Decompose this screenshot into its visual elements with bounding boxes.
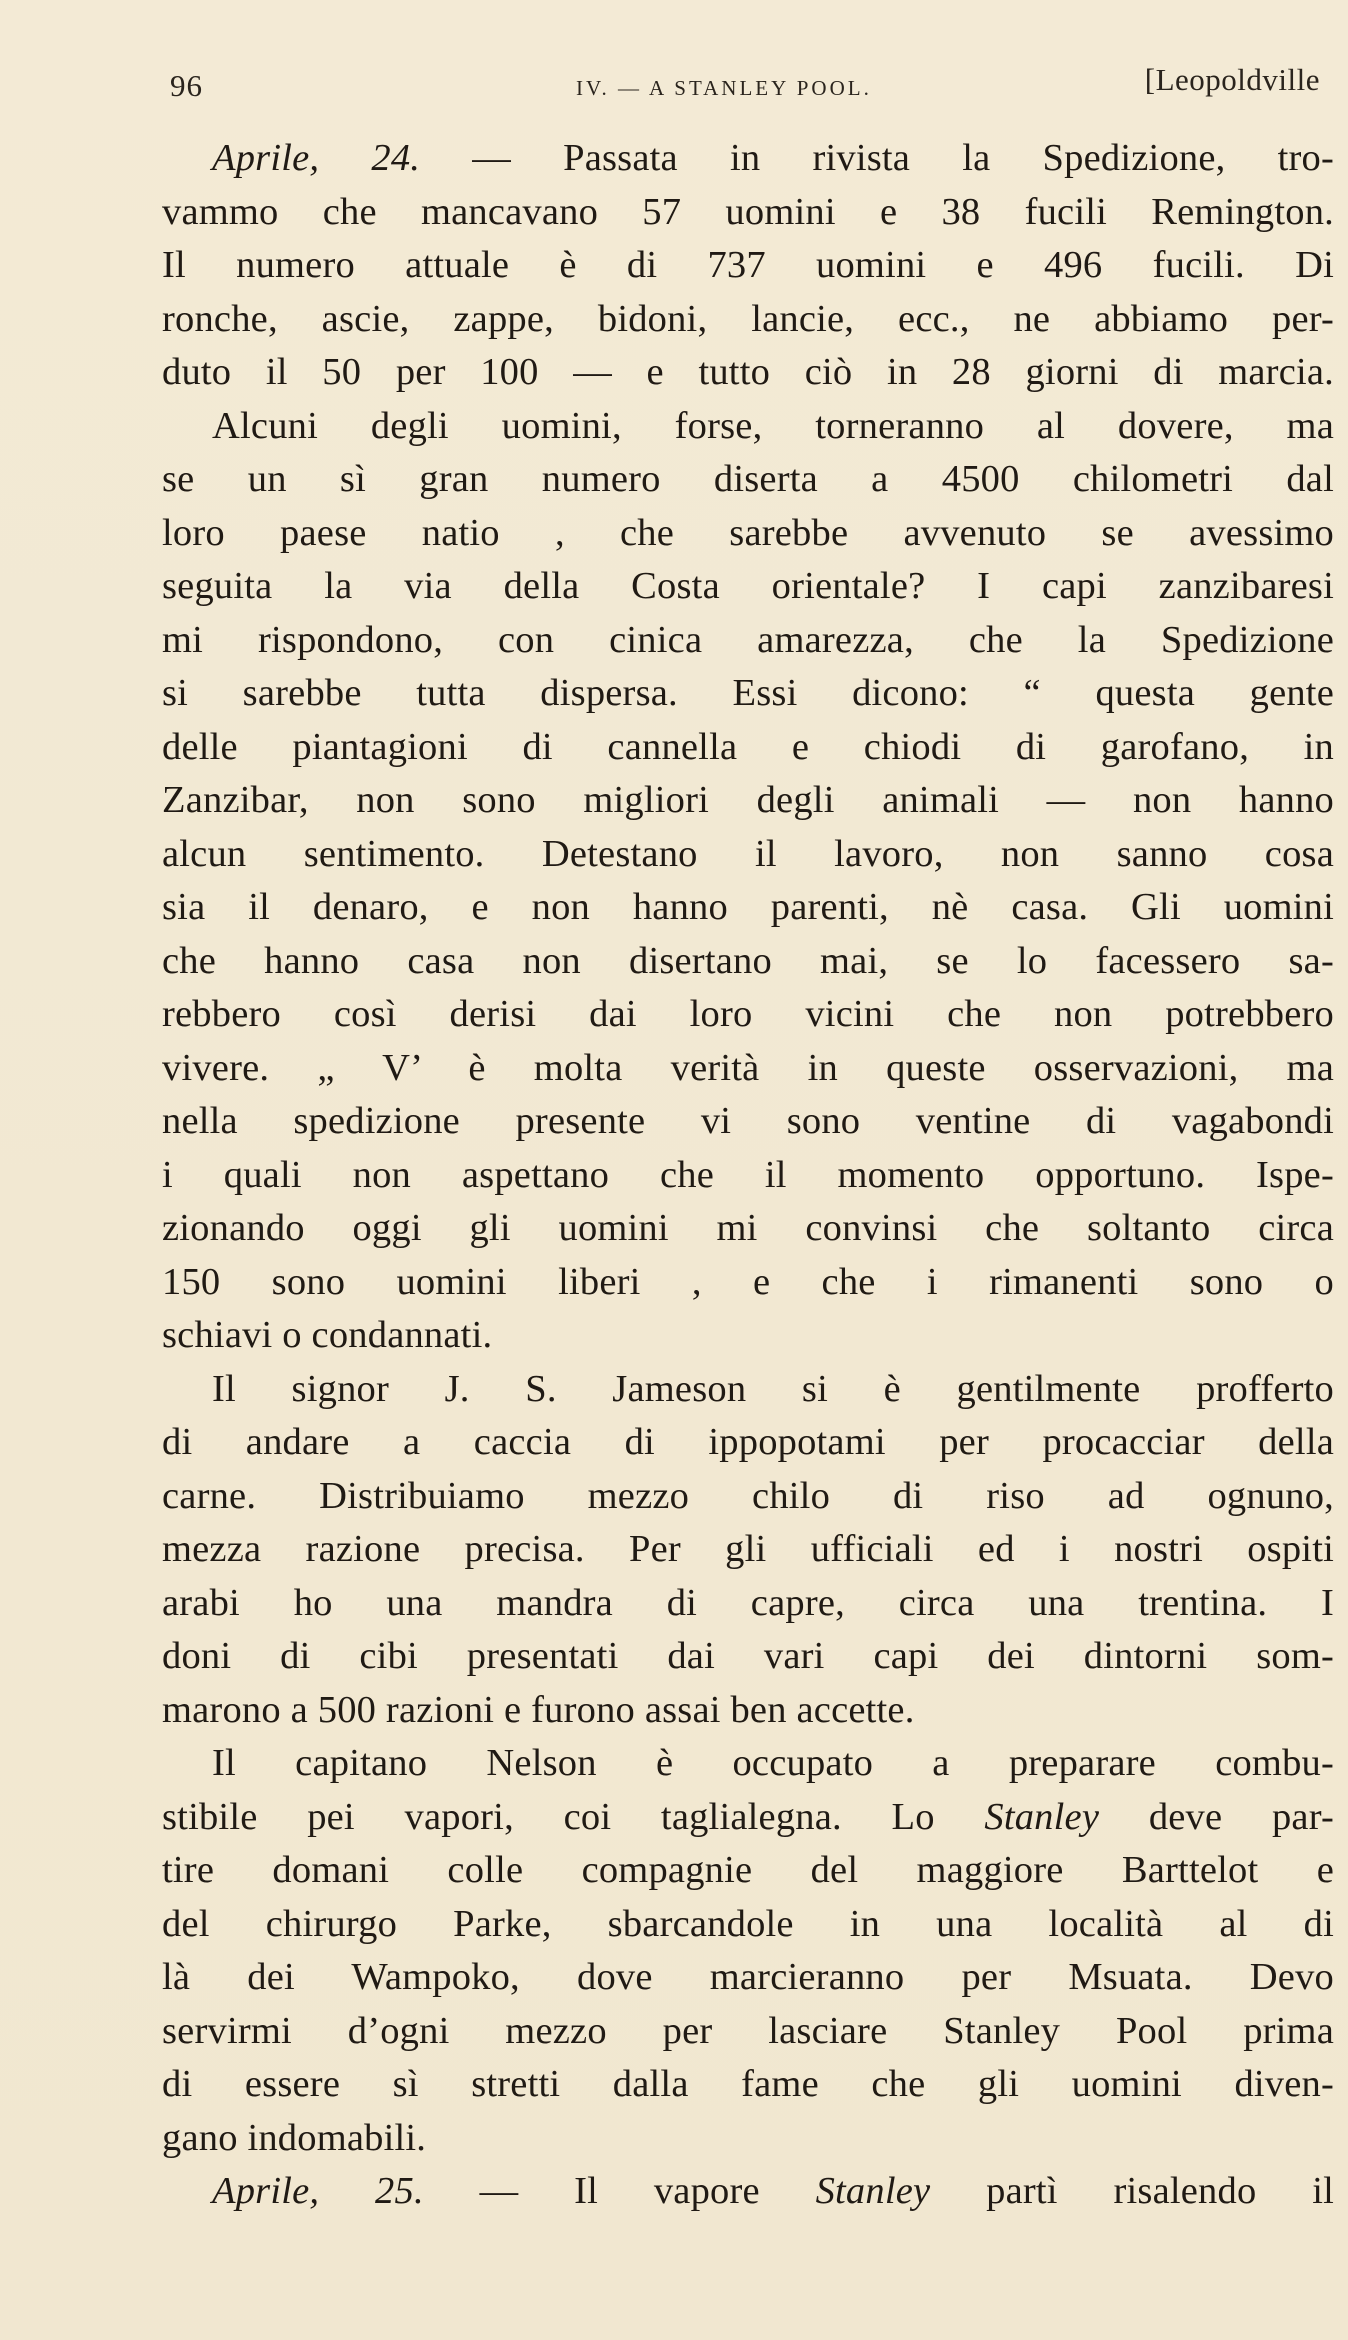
text-line: delle piantagioni di cannella e chiodi di garofano, in xyxy=(162,725,1334,768)
text-line: marono a 500 razioni e furono assai ben accette. xyxy=(162,1688,915,1731)
text-line: zionando oggi gli uomini mi convinsi che soltanto circa xyxy=(162,1207,1334,1249)
text-line: di andare a caccia di ippopotami per procacciar della xyxy=(162,1421,1334,1463)
text-line: rebbero così derisi dai loro vicini che non potrebbero xyxy=(162,993,1334,1035)
page-header xyxy=(150,62,1334,114)
text-line: seguita la via della Costa orientale? I capi zanzibaresi xyxy=(162,565,1334,607)
text-line: di essere sì stretti dalla fame che gli uomini diven- xyxy=(162,2063,1334,2105)
text-line: del chirurgo Parke, sbarcandole in una località al di xyxy=(162,1902,1334,1945)
text-line: alcun sentimento. Detestano il lavoro, non sanno cosa xyxy=(162,832,1334,875)
text-line: se un sì gran numero diserta a 4500 chilometri dal xyxy=(162,458,1334,500)
text-line: duto il 50 per 100 — e tutto ciò in 28 giorni di marcia. xyxy=(162,351,1334,393)
text-line: Aprile, 24. — Passata in rivista la Spedizione, tro- xyxy=(212,137,1334,179)
page-number: 96 xyxy=(170,68,203,103)
text-line: Zanzibar, non sono migliori degli animali — non hanno xyxy=(162,779,1334,821)
text-line: Alcuni degli uomini, forse, torneranno al dovere, ma xyxy=(212,404,1334,447)
text-line: ronche, ascie, zappe, bidoni, lancie, ecc., ne abbiamo per- xyxy=(162,297,1334,340)
running-location: [Leopoldville xyxy=(1144,62,1320,97)
text-line: mi rispondono, con cinica amarezza, che la Spedizione xyxy=(162,618,1334,661)
text-line: Il signor J. S. Jameson si è gentilmente profferto xyxy=(212,1367,1334,1410)
text-line: vivere. „ V’ è molta verità in queste osservazioni, ma xyxy=(162,1046,1334,1089)
text-line: tire domani colle compagnie del maggiore Barttelot e xyxy=(162,1849,1334,1891)
text-line: arabi ho una mandra di capre, circa una trentina. I xyxy=(162,1581,1334,1624)
text-line: doni di cibi presentati dai vari capi dei dintorni som- xyxy=(162,1635,1334,1677)
body-text xyxy=(162,132,1334,2219)
text-line: Il capitano Nelson è occupato a preparare combu- xyxy=(212,1742,1334,1784)
text-line: si sarebbe tutta dispersa. Essi dicono: “ questa gente xyxy=(162,672,1334,714)
running-title: IV. — A STANLEY POOL. xyxy=(576,76,872,100)
text-line: 150 sono uomini liberi , e che i rimanenti sono o xyxy=(162,1260,1334,1303)
text-line: nella spedizione presente vi sono ventine di vagabondi xyxy=(162,1100,1334,1142)
text-line: servirmi d’ogni mezzo per lasciare Stanley Pool prima xyxy=(162,2009,1334,2052)
text-line: carne. Distribuiamo mezzo chilo di riso ad ognuno, xyxy=(162,1474,1334,1517)
text-line: Aprile, 25. — Il vapore Stanley partì risalendo il xyxy=(212,2170,1334,2212)
text-line: i quali non aspettano che il momento opportuno. Ispe- xyxy=(162,1153,1334,1196)
text-line: vammo che mancavano 57 uomini e 38 fucili Remington. xyxy=(162,190,1334,233)
text-line: mezza razione precisa. Per gli ufficiali ed i nostri ospiti xyxy=(162,1528,1334,1570)
text-line: là dei Wampoko, dove marcieranno per Msuata. Devo xyxy=(162,1956,1334,1998)
text-line: sia il denaro, e non hanno parenti, nè casa. Gli uomini xyxy=(162,886,1334,928)
text-line: loro paese natio , che sarebbe avvenuto se avessimo xyxy=(162,511,1334,554)
text-line: stibile pei vapori, coi taglialegna. Lo Stanley deve par- xyxy=(162,1795,1334,1838)
text-line: schiavi o condannati. xyxy=(162,1314,493,1356)
text-line: che hanno casa non disertano mai, se lo facessero sa- xyxy=(162,939,1334,982)
text-line: Il numero attuale è di 737 uomini e 496 fucili. Di xyxy=(162,244,1334,286)
text-line: gano indomabili. xyxy=(162,2116,427,2159)
